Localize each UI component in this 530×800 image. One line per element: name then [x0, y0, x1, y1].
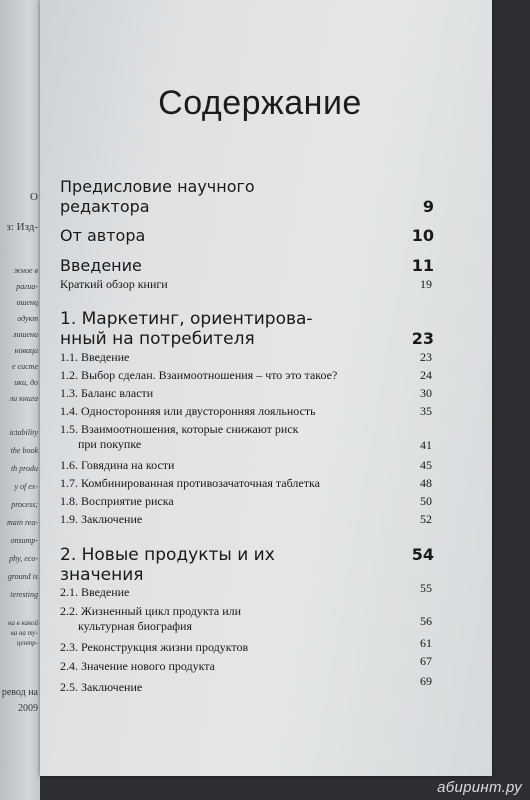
- toc-entry-section: [60, 422, 432, 454]
- prev-fragment: ictability: [9, 428, 38, 437]
- prev-fragment: y of ex-: [14, 482, 38, 491]
- toc-entry-title: 1.1. Введение: [60, 350, 130, 364]
- toc-entry-title: Краткий обзор книги: [60, 277, 168, 291]
- prev-fragment: teresting: [10, 590, 38, 599]
- prev-fragment: process;: [11, 500, 38, 509]
- prev-fragment: ики, до: [14, 378, 38, 387]
- toc-entry-page: 52: [420, 512, 432, 526]
- prev-fragment: onsump-: [10, 536, 38, 545]
- toc-entry-page: 10: [411, 226, 434, 245]
- toc-entry-chapter: [40, 177, 492, 221]
- prev-fragment: the book: [10, 446, 38, 455]
- toc-entry-page: 67: [420, 654, 432, 668]
- prev-fragment: ревод на: [1, 687, 38, 698]
- toc-entry-section: [60, 386, 432, 401]
- toc-entry-chapter: [40, 309, 492, 353]
- book-page: [40, 0, 492, 776]
- toc-entry-title: 2.2. Жизненный цикл продукта или культурная биография: [60, 604, 242, 633]
- toc-entry-title: 2.4. Значение нового продукта: [60, 659, 216, 673]
- toc-entry-section: [60, 368, 432, 383]
- prev-fragment: на в какой: [7, 619, 38, 627]
- prev-fragment: О: [30, 191, 38, 203]
- toc-entry-page: 56: [420, 614, 432, 628]
- toc-entry-title: 1.9. Заключение: [60, 512, 143, 526]
- toc-entry-section: [60, 494, 432, 509]
- toc-entry-page: 55: [420, 581, 432, 595]
- toc-entry-page: 61: [420, 636, 432, 650]
- toc-entry-page: 23: [411, 329, 434, 348]
- prev-fragment: th produ: [10, 464, 38, 473]
- toc-entry-page: 9: [422, 197, 434, 216]
- prev-fragment: лишени: [12, 330, 38, 339]
- prev-fragment: 2009: [18, 703, 38, 714]
- toc-entry-page: 35: [420, 404, 432, 418]
- toc-entry-page: 50: [420, 494, 432, 508]
- toc-entry-page: 23: [420, 350, 432, 364]
- toc-entry-page: 54: [411, 545, 434, 564]
- toc-entry-title: 1.8. Восприятие риска: [60, 494, 174, 508]
- prev-fragment: рагиа-: [16, 282, 38, 291]
- prev-fragment: ва на ту-: [10, 629, 38, 637]
- toc-entry-section: [60, 404, 432, 419]
- toc-entry-title: 1.7. Комбинированная противозачаточная таблетка: [60, 476, 320, 490]
- watermark: абиринт.ру: [437, 779, 522, 796]
- prev-fragment: ground is: [7, 572, 38, 581]
- toc-entry-page: 24: [420, 368, 432, 382]
- toc-entry-page: 11: [411, 256, 434, 275]
- toc-entry-section: [60, 654, 432, 674]
- toc-entry-section: [60, 476, 432, 491]
- toc-entry-title: 2. Новые продукты и их значения: [60, 545, 275, 585]
- toc-entry-title: Введение: [60, 256, 142, 275]
- toc-entry-title: 1.5. Взаимоотношения, которые снижают риск при покупке: [60, 422, 299, 451]
- toc-entry-title: 2.5. Заключение: [60, 680, 143, 694]
- toc-entry-title: 1.6. Говядина на кости: [60, 458, 175, 472]
- prev-fragment: одукт: [17, 314, 38, 323]
- prev-fragment: phy, eco-: [9, 554, 38, 563]
- toc-entry-section: [60, 604, 432, 636]
- prev-fragment: е систе: [12, 362, 38, 371]
- toc-entry-page: 48: [420, 476, 432, 490]
- toc-entry-title: 2.1. Введение: [60, 585, 130, 599]
- prev-fragment: ошенц: [16, 298, 38, 307]
- toc-entry-title: 2.3. Реконструкция жизни продуктов: [60, 640, 249, 654]
- prev-fragment: ли книга: [9, 394, 38, 403]
- previous-page-edge: [0, 0, 40, 800]
- toc-entry-title: От автора: [60, 226, 146, 245]
- prev-fragment: жное в: [13, 266, 38, 275]
- page-title: Содержание: [158, 84, 362, 122]
- prev-fragment: main rea-: [6, 518, 38, 527]
- toc-entry-title: 1.4. Односторонняя или двусторонняя лояльность: [60, 404, 316, 418]
- prev-fragment: новаци: [14, 346, 38, 355]
- toc-entry-section: [60, 350, 432, 365]
- prev-fragment: центр-: [16, 639, 38, 647]
- toc-entry-page: 19: [420, 277, 432, 291]
- toc-entry-title: 1.3. Баланс власти: [60, 386, 154, 400]
- toc-entry-section: [60, 581, 432, 600]
- toc-entry-section: [60, 674, 432, 695]
- toc-entry-section: [60, 458, 432, 473]
- toc-entry-title: Предисловие научного редактора: [60, 177, 255, 216]
- toc-entry-page: 69: [420, 674, 432, 688]
- toc-entry-chapter: [40, 256, 492, 278]
- toc-entry-section: [60, 277, 432, 292]
- toc-entry-section: [60, 512, 432, 527]
- prev-fragment: з: Изд-: [6, 221, 38, 233]
- toc-entry-page: 45: [420, 458, 432, 472]
- toc-entry-chapter: [40, 226, 492, 248]
- toc-entry-page: 30: [420, 386, 432, 400]
- toc-entry-title: 1.2. Выбор сделан. Взаимоотношения – что это такое?: [60, 368, 338, 382]
- toc-entry-title: 1. Маркетинг, ориентирова- нный на потребителя: [60, 309, 313, 349]
- toc-entry-section: [60, 636, 432, 655]
- toc-entry-page: 41: [420, 438, 432, 452]
